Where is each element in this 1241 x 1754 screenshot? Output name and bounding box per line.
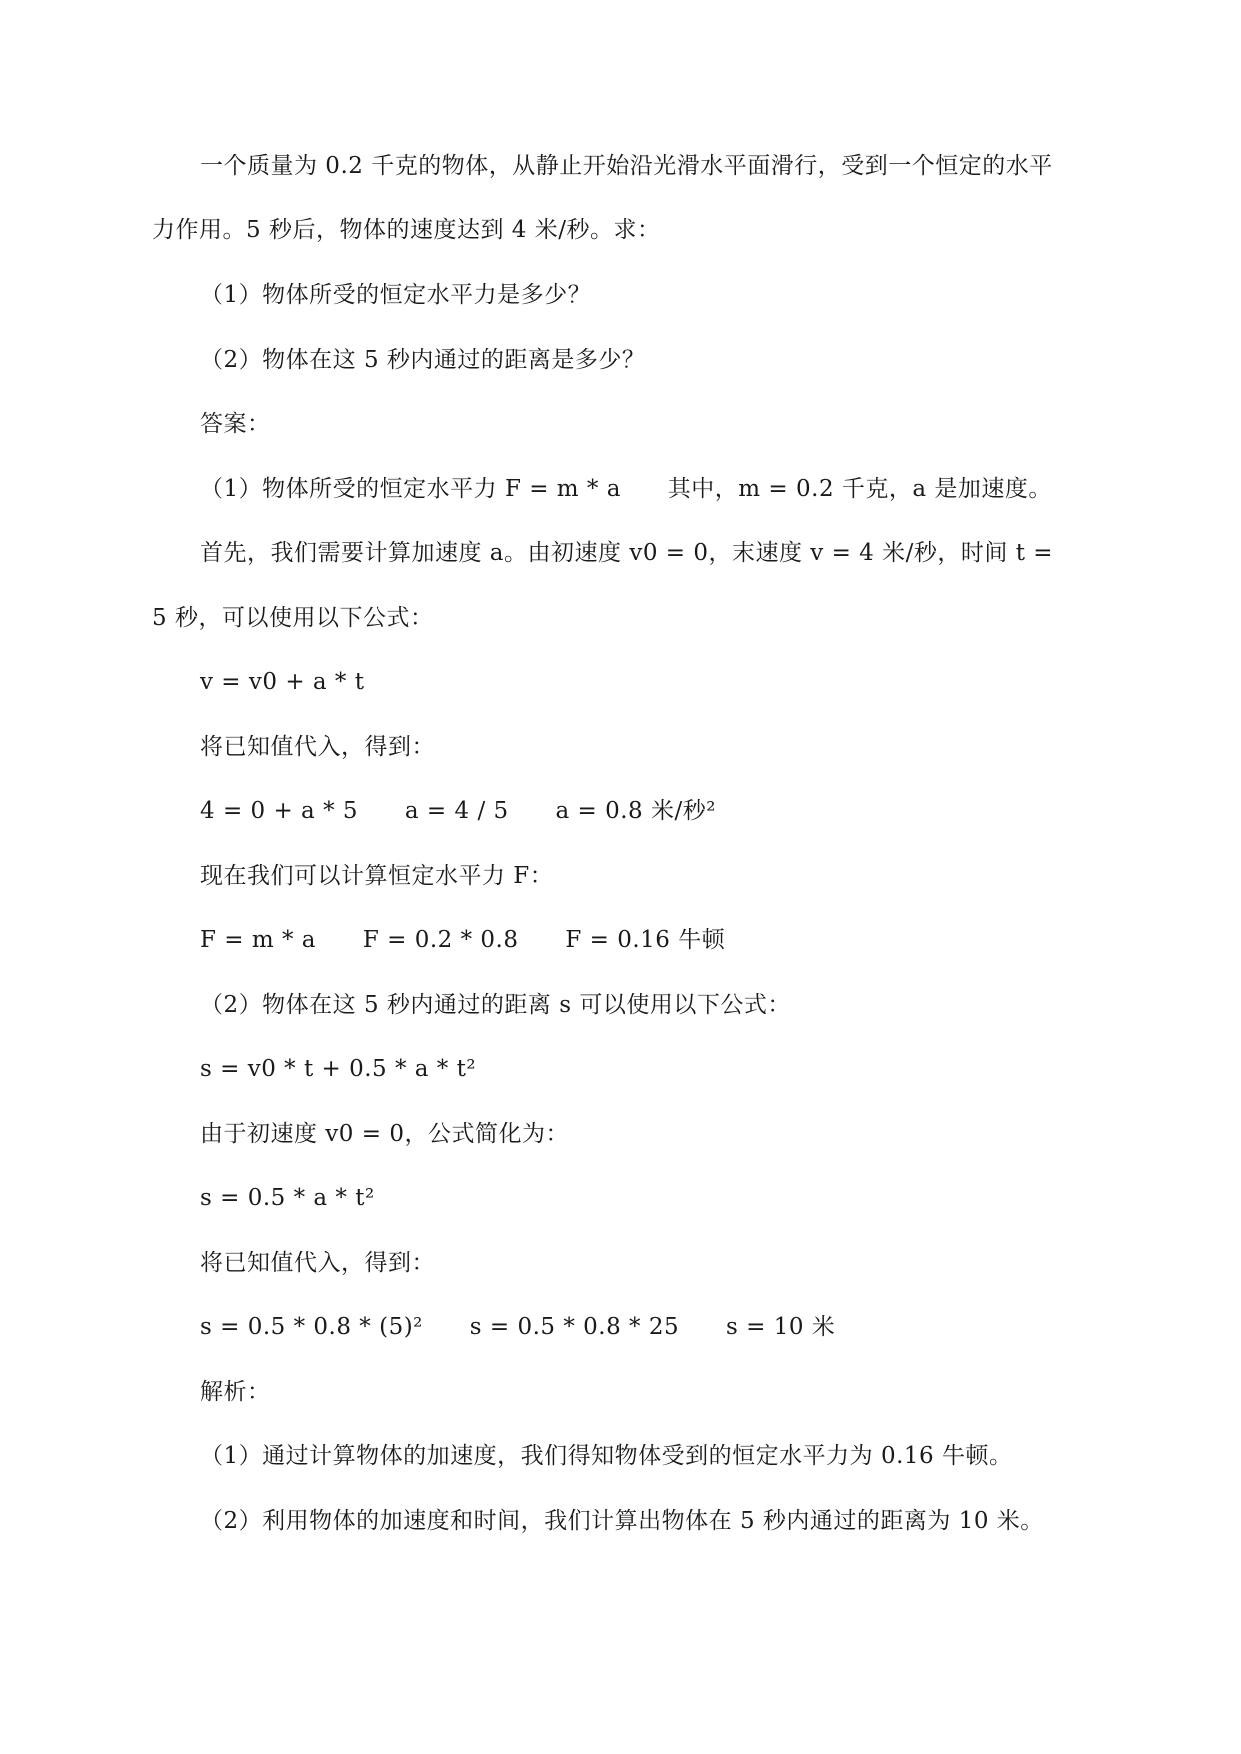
formula-distance: s = v0 * t + 0.5 * a * t² bbox=[200, 1056, 477, 1082]
step-1-line-1: 首先，我们需要计算加速度 a。由初速度 v0 = 0，末速度 v = 4 米/秒，时间 t = bbox=[200, 540, 1054, 566]
answer-heading: 答案： bbox=[200, 411, 271, 437]
substitute-2: 将已知值代入，得到： bbox=[200, 1250, 435, 1276]
analysis-heading: 解析： bbox=[200, 1379, 271, 1405]
calc-force-intro: 现在我们可以计算恒定水平力 F： bbox=[200, 863, 554, 889]
answer-2: （2）物体在这 5 秒内通过的距离 s 可以使用以下公式： bbox=[200, 992, 791, 1018]
analysis-1: （1）通过计算物体的加速度，我们得知物体受到的恒定水平力为 0.16 牛顿。 bbox=[200, 1443, 1013, 1469]
calc-acceleration: 4 = 0 + a * 5 a = 4 / 5 a = 0.8 米/秒² bbox=[200, 798, 716, 824]
calc-force: F = m * a F = 0.2 * 0.8 F = 0.16 牛顿 bbox=[200, 927, 726, 953]
formula-velocity: v = v0 + a * t bbox=[200, 669, 365, 695]
step-1-line-2: 5 秒，可以使用以下公式： bbox=[152, 605, 434, 631]
problem-text-line-1: 一个质量为 0.2 千克的物体，从静止开始沿光滑水平面滑行，受到一个恒定的水平 bbox=[200, 153, 1053, 179]
simplify-intro: 由于初速度 v0 = 0，公式简化为： bbox=[200, 1121, 569, 1147]
question-1: （1）物体所受的恒定水平力是多少？ bbox=[200, 282, 592, 308]
answer-1: （1）物体所受的恒定水平力 F = m * a 其中，m = 0.2 千克，a 是加速度。 bbox=[200, 476, 1052, 502]
analysis-2: （2）利用物体的加速度和时间，我们计算出物体在 5 秒内通过的距离为 10 米。 bbox=[200, 1508, 1044, 1534]
formula-distance-simple: s = 0.5 * a * t² bbox=[200, 1185, 375, 1211]
calc-distance: s = 0.5 * 0.8 * (5)² s = 0.5 * 0.8 * 25 s = 10 米 bbox=[200, 1314, 836, 1340]
substitute-1: 将已知值代入，得到： bbox=[200, 734, 435, 760]
question-2: （2）物体在这 5 秒内通过的距离是多少？ bbox=[200, 347, 646, 373]
problem-text-line-2: 力作用。5 秒后，物体的速度达到 4 米/秒。求： bbox=[152, 217, 661, 243]
